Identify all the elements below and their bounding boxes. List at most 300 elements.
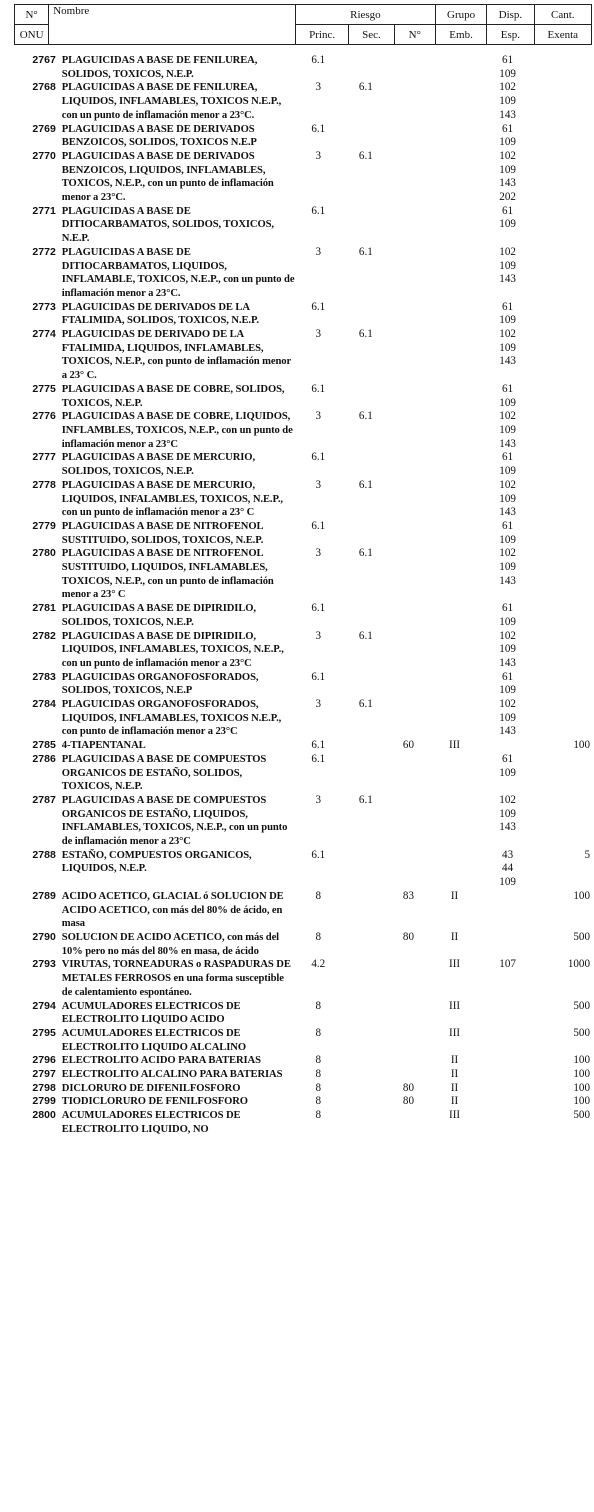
table-row: [14, 410, 592, 451]
grupo-embalaje: [427, 698, 481, 739]
table-row: [14, 520, 592, 547]
onu-number: 2793: [32, 958, 56, 971]
disposiciones-especiales: 107: [499, 958, 516, 971]
grupo-embalaje: II: [450, 931, 459, 943]
onu-number: 2797: [32, 1068, 56, 1081]
onu-number: 2774: [32, 328, 56, 341]
riesgo-secundario: [342, 602, 390, 629]
substance-name: PLAGUICIDAS A BASE DE COBRE, SOLIDOS, TOXICOS, N.E.P.: [61, 383, 285, 409]
disposiciones-especiales: 102 109 143: [499, 328, 516, 368]
grupo-embalaje: [427, 547, 481, 602]
riesgo-secundario: [342, 1109, 390, 1136]
substance-name: ELECTROLITO ACIDO PARA BATERIAS: [61, 1055, 261, 1067]
riesgo-numero: [390, 205, 428, 246]
disposiciones-especiales: 61 109: [499, 300, 516, 327]
riesgo-numero: [390, 547, 428, 602]
substance-name: PLAGUICIDAS A BASE DE FENILUREA, LIQUIDOS, INFLAMABLES, TOXICOS N.E.P., con un punto de inflamación menor a 23°C.: [61, 82, 282, 121]
grupo-embalaje: [427, 123, 481, 150]
riesgo-principal: 3: [315, 547, 322, 560]
riesgo-numero: [390, 246, 428, 301]
cantidad-exenta: 100: [573, 1081, 590, 1094]
onu-number: 2778: [32, 478, 56, 491]
riesgo-principal: 8: [315, 1095, 322, 1108]
riesgo-numero: [390, 451, 428, 478]
disposiciones-especiales: [482, 1054, 534, 1068]
disposiciones-especiales: 102 109 143: [499, 698, 516, 738]
substance-name: PLAGUICIDAS A BASE DE DERIVADOS BENZOICOS, SOLIDOS, TOXICOS N.E.P: [61, 123, 257, 149]
onu-number: 2794: [32, 999, 56, 1012]
disposiciones-especiales: [482, 1000, 534, 1027]
exenta-header: Exenta: [534, 25, 591, 45]
substance-name: ELECTROLITO ALCALINO PARA BATERIAS: [61, 1069, 283, 1081]
table-row: [14, 301, 592, 328]
riesgo-numero: 80: [402, 931, 415, 943]
riesgo-secundario: 6.1: [358, 629, 373, 642]
table-row: [14, 1095, 592, 1109]
substance-name: PLAGUICIDAS A BASE DE MERCURIO, SOLIDOS, TOXICOS, N.E.P.: [61, 452, 255, 478]
disposiciones-especiales: [482, 1109, 534, 1136]
disposiciones-especiales: 43 44 109: [499, 848, 516, 889]
grupo-embalaje: [427, 849, 481, 890]
disposiciones-especiales: 102 109 143 202: [499, 149, 516, 204]
riesgo-secundario: 6.1: [358, 547, 373, 560]
riesgo-principal: 8: [315, 1068, 322, 1081]
disposiciones-especiales: [482, 1095, 534, 1109]
riesgo-principal: 8: [315, 999, 322, 1012]
onu-number: 2781: [32, 602, 56, 615]
riesgo-principal: 3: [315, 149, 322, 162]
riesgo-numero: [390, 328, 428, 383]
onu-number: 2773: [32, 300, 56, 313]
onu-number: 2799: [32, 1095, 56, 1108]
cantidad-exenta: [533, 246, 592, 301]
disposiciones-especiales: 102 109 143: [499, 410, 516, 450]
cantidad-exenta: 1000: [567, 958, 590, 971]
grupo-embalaje: II: [450, 1054, 459, 1067]
riesgo-numero: [390, 1027, 428, 1054]
riesgo-secundario: [342, 383, 390, 410]
riesgo-principal: 6.1: [311, 382, 326, 395]
onu-number: 2783: [32, 670, 56, 683]
riesgo-principal: 6.1: [311, 602, 326, 615]
riesgo-secundario: [342, 753, 390, 794]
riesgo-principal: 3: [315, 81, 322, 94]
grupo-embalaje: III: [449, 1026, 461, 1039]
onu-number: 2787: [32, 793, 56, 806]
cantidad-exenta: 500: [573, 931, 590, 943]
grupo-embalaje: [427, 81, 481, 122]
onu-number: 2798: [32, 1081, 56, 1094]
riesgo-secundario: [342, 1054, 390, 1068]
riesgo-numero: [390, 383, 428, 410]
table-row: [14, 1109, 592, 1136]
substance-name: PLAGUICIDAS A BASE DE DIPIRIDILO, LIQUIDOS, INFLAMABLES, TOXICOS, N.E.P., con un punto de inflamación menor a 23°C: [61, 630, 284, 669]
riesgo-principal: 8: [315, 1109, 322, 1122]
table-row: [14, 794, 592, 849]
riesgo-numero: 80: [402, 1095, 415, 1108]
riesgo-secundario: 6.1: [358, 328, 373, 341]
cantidad-exenta: [533, 205, 592, 246]
onu-number: 2796: [32, 1054, 56, 1067]
riesgo-secundario: [342, 671, 390, 698]
grupo-embalaje: III: [449, 739, 461, 752]
sec-header: Sec.: [349, 25, 394, 45]
onu-header: ONU: [15, 25, 49, 45]
onu-number: 2779: [32, 519, 56, 532]
table-row: [14, 698, 592, 739]
grupo-embalaje: [427, 410, 481, 451]
substance-name: PLAGUICIDAS A BASE DE COMPUESTOS ORGANICOS DE ESTAÑO, LIQUIDOS, INFLAMABLES, TOXICOS, N.E.P., con un punto de inflamación menor a 23°C: [61, 794, 288, 848]
table-row: [14, 547, 592, 602]
onu-number: 2795: [32, 1026, 56, 1039]
disposiciones-especiales: [482, 739, 534, 753]
dangerous-goods-table: [14, 54, 592, 1137]
cantidad-exenta: [533, 794, 592, 849]
disposiciones-especiales: [482, 931, 534, 958]
substance-name: PLAGUICIDAS A BASE DE COBRE, LIQUIDOS, INFLAMBLES, TOXICOS, N.E.P., con un punto de inflamación menor a 23°C: [61, 411, 293, 450]
riesgo-principal: 6.1: [311, 739, 326, 752]
table-row: [14, 1000, 592, 1027]
riesgo-principal: 8: [315, 889, 322, 902]
substance-name: PLAGUICIDAS DE DERIVADO DE LA FTALIMIDA, LIQUIDOS, INFLAMABLES, TOXICOS, N.E.P., con punto de inflamación menor a 23° C.: [61, 329, 291, 382]
grupo-embalaje: III: [449, 958, 461, 971]
riesgo-secundario: [342, 451, 390, 478]
riesgo-secundario: [342, 1068, 390, 1082]
grupo-embalaje: [427, 520, 481, 547]
grupo-embalaje: [427, 246, 481, 301]
disposiciones-especiales: 61 109: [499, 122, 516, 149]
riesgo-principal: 6.1: [311, 204, 326, 217]
riesgo-secundario: [342, 958, 390, 999]
riesgo-secundario: [342, 739, 390, 753]
riesgo-secundario: 6.1: [358, 793, 373, 806]
cantidad-exenta: [533, 520, 592, 547]
riesgo-principal: 8: [315, 931, 322, 943]
riesgo-secundario: 6.1: [358, 410, 373, 423]
substance-name: ACUMULADORES ELECTRICOS DE ELECTROLITO LIQUIDO ACIDO: [61, 1000, 241, 1026]
riesgo-numero: [390, 150, 428, 205]
substance-name: PLAGUICIDAS A BASE DE COMPUESTOS ORGANICOS DE ESTAÑO, SOLIDOS, TOXICOS, N.E.P.: [61, 753, 267, 793]
cantidad-exenta: 5: [584, 848, 590, 861]
riesgo-secundario: [342, 1095, 390, 1109]
riesgo-secundario: [342, 1000, 390, 1027]
riesgo-principal: 3: [315, 410, 322, 423]
disposiciones-especiales: 61 109: [499, 54, 516, 80]
onu-number: 2767: [32, 54, 56, 66]
riesgo-numero: [390, 1000, 428, 1027]
substance-name: PLAGUICIDAS A BASE DE DERIVADOS BENZOICOS, LIQUIDOS, INFLAMABLES, TOXICOS, N.E.P., con un punto de inflamación menor a 23°C.: [61, 150, 274, 204]
riesgo-principal: 3: [315, 698, 322, 711]
esp-header: Esp.: [487, 25, 534, 45]
grupo-embalaje: II: [450, 1068, 459, 1081]
cant-header: Cant.: [534, 5, 591, 25]
onu-number: 2776: [32, 410, 56, 423]
substance-name: PLAGUICIDAS DE DERIVADOS DE LA FTALIMIDA, SOLIDOS, TOXICOS, N.E.P.: [61, 301, 259, 327]
onu-number: 2789: [32, 889, 56, 902]
riesgo-secundario: [342, 520, 390, 547]
riesgo-numero: [390, 81, 428, 122]
riesgo-header: Riesgo: [295, 5, 435, 25]
disp-header: Disp.: [487, 5, 534, 25]
riesgo-numero: [390, 479, 428, 520]
substance-name: DICLORURO DE DIFENILFOSFORO: [61, 1082, 241, 1094]
table-row: [14, 81, 592, 122]
riesgo-principal: 4.2: [311, 958, 326, 971]
substance-name: TIODICLORURO DE FENILFOSFORO: [61, 1096, 248, 1108]
riesgo-principal: 6.1: [311, 54, 326, 66]
no-header: N°: [15, 5, 49, 25]
riesgo-numero: [390, 1054, 428, 1068]
riesgo-secundario: [342, 123, 390, 150]
disposiciones-especiales: [482, 1082, 534, 1096]
table-row: [14, 630, 592, 671]
disposiciones-especiales: 61 109: [499, 602, 516, 628]
table-row: [14, 849, 592, 890]
riesgo-secundario: [342, 301, 390, 328]
riesgo-secundario: [342, 890, 390, 931]
n-header: N°: [394, 25, 435, 45]
grupo-embalaje: [427, 150, 481, 205]
riesgo-numero: [390, 794, 428, 849]
cantidad-exenta: [533, 328, 592, 383]
table-row: [14, 1027, 592, 1054]
onu-number: 2786: [32, 752, 56, 765]
riesgo-numero: [390, 698, 428, 739]
disposiciones-especiales: [482, 1068, 534, 1082]
grupo-embalaje: [427, 671, 481, 698]
onu-number: 2788: [32, 848, 56, 861]
cantidad-exenta: [533, 753, 592, 794]
cantidad-exenta: 500: [573, 999, 590, 1012]
substance-name: PLAGUICIDAS A BASE DE DITIOCARBAMATOS, SOLIDOS, TOXICOS, N.E.P.: [61, 205, 274, 245]
table-row: [14, 890, 592, 931]
substance-name: PLAGUICIDAS A BASE DE DITIOCARBAMATOS, LIQUIDOS, INFLAMABLE, TOXICOS, N.E.P., con un punto de inflamación menor a 23°C.: [61, 246, 295, 299]
cantidad-exenta: [533, 410, 592, 451]
grupo-embalaje: II: [450, 1095, 459, 1108]
disposiciones-especiales: 61 109: [499, 519, 516, 546]
substance-name: SOLUCION DE ACIDO ACETICO, con más del 10% pero no más del 80% en masa, de ácido: [61, 932, 280, 957]
table-row: [14, 150, 592, 205]
riesgo-principal: 8: [315, 1081, 322, 1094]
substance-name: PLAGUICIDAS ORGANOFOSFORADOS, LIQUIDOS, INFLAMABLES, TOXICOS N.E.P., con punto de inflamación menor a 23°C: [61, 699, 282, 738]
table-row: [14, 123, 592, 150]
grupo-header: Grupo: [435, 5, 486, 25]
riesgo-principal: 6.1: [311, 519, 326, 532]
riesgo-secundario: [342, 1082, 390, 1096]
cantidad-exenta: 100: [573, 1054, 590, 1067]
riesgo-secundario: 6.1: [358, 81, 373, 94]
riesgo-numero: [390, 753, 428, 794]
cantidad-exenta: [533, 671, 592, 698]
table-row: [14, 383, 592, 410]
table-row: [14, 205, 592, 246]
cantidad-exenta: [533, 479, 592, 520]
onu-number: 2800: [32, 1109, 56, 1122]
riesgo-principal: 6.1: [311, 752, 326, 765]
riesgo-principal: 6.1: [311, 848, 326, 861]
table-row: [14, 54, 592, 81]
table-header: [14, 4, 592, 45]
substance-name: PLAGUICIDAS A BASE DE NITROFENOL SUSTITUIDO, LIQUIDOS, INFLAMABLES, TOXICOS, N.E.P., con un punto de inflamación menor a 23° C: [61, 548, 274, 601]
riesgo-numero: [390, 849, 428, 890]
riesgo-principal: 6.1: [311, 122, 326, 135]
disposiciones-especiales: 102 109 143: [499, 547, 516, 587]
table-row: [14, 1054, 592, 1068]
cantidad-exenta: 100: [573, 1068, 590, 1081]
riesgo-secundario: 6.1: [358, 149, 373, 162]
onu-number: 2780: [32, 547, 56, 560]
table-row: [14, 739, 592, 753]
disposiciones-especiales: 61 109: [499, 451, 516, 478]
grupo-embalaje: II: [450, 889, 459, 902]
riesgo-numero: [390, 1068, 428, 1082]
table-row: [14, 931, 592, 958]
disposiciones-especiales: 102 109 143: [499, 793, 516, 834]
nombre-header: Nombre: [49, 5, 296, 45]
cantidad-exenta: [533, 602, 592, 629]
grupo-embalaje: [427, 602, 481, 629]
table-row: [14, 1068, 592, 1082]
onu-number: 2770: [32, 149, 56, 162]
grupo-embalaje: [427, 630, 481, 671]
substance-name: 4-TIAPENTANAL: [61, 740, 146, 752]
riesgo-numero: 60: [402, 739, 415, 752]
disposiciones-especiales: [482, 890, 534, 931]
substance-name: PLAGUICIDAS A BASE DE NITROFENOL SUSTITUIDO, SOLIDOS, TOXICOS, N.E.P.: [61, 520, 264, 546]
riesgo-numero: 83: [402, 889, 415, 902]
cantidad-exenta: 100: [573, 889, 590, 902]
riesgo-secundario: [342, 54, 390, 81]
riesgo-numero: [390, 520, 428, 547]
substance-name: ESTAÑO, COMPUESTOS ORGANICOS, LIQUIDOS, N.E.P.: [61, 849, 252, 875]
riesgo-principal: 3: [315, 245, 322, 258]
table-row: [14, 602, 592, 629]
riesgo-secundario: [342, 849, 390, 890]
onu-number: 2771: [32, 204, 56, 217]
table-row: [14, 328, 592, 383]
onu-number: 2782: [32, 629, 56, 642]
riesgo-secundario: 6.1: [358, 478, 373, 491]
grupo-embalaje: [427, 54, 481, 81]
table-row: [14, 479, 592, 520]
cantidad-exenta: [533, 54, 592, 81]
riesgo-numero: [390, 958, 428, 999]
grupo-embalaje: III: [449, 1109, 461, 1122]
riesgo-secundario: [342, 205, 390, 246]
riesgo-secundario: 6.1: [358, 698, 373, 711]
grupo-embalaje: [427, 383, 481, 410]
cantidad-exenta: [533, 547, 592, 602]
riesgo-numero: [390, 671, 428, 698]
disposiciones-especiales: [482, 1027, 534, 1054]
disposiciones-especiales: 102 109 143: [499, 245, 516, 286]
grupo-embalaje: II: [450, 1081, 459, 1094]
princ-header: Princ.: [295, 25, 348, 45]
emb-header: Emb.: [435, 25, 486, 45]
substance-name: VIRUTAS, TORNEADURAS o RASPADURAS DE METALES FERROSOS en una forma susceptible de calentamiento espontáneo.: [61, 959, 291, 998]
onu-number: 2768: [32, 81, 56, 94]
cantidad-exenta: 100: [573, 739, 590, 752]
substance-name: PLAGUICIDAS ORGANOFOSFORADOS, SOLIDOS, TOXICOS, N.E.P: [61, 671, 259, 697]
riesgo-principal: 6.1: [311, 451, 326, 464]
riesgo-numero: 80: [402, 1081, 415, 1094]
disposiciones-especiales: 102 109 143: [499, 81, 516, 121]
substance-name: ACUMULADORES ELECTRICOS DE ELECTROLITO LIQUIDO, NO: [61, 1110, 241, 1135]
substance-name: PLAGUICIDAS A BASE DE FENILUREA, SOLIDOS, TOXICOS, N.E.P.: [61, 55, 258, 80]
riesgo-numero: [390, 54, 428, 81]
disposiciones-especiales: 102 109 143: [499, 478, 516, 519]
substance-name: PLAGUICIDAS A BASE DE DIPIRIDILO, SOLIDOS, TOXICOS, N.E.P.: [61, 603, 256, 628]
disposiciones-especiales: 61 109: [499, 670, 516, 697]
table-row: [14, 451, 592, 478]
riesgo-numero: [390, 123, 428, 150]
onu-number: 2769: [32, 122, 56, 135]
substance-name: PLAGUICIDAS A BASE DE MERCURIO, LIQUIDOS, INFALAMBLES, TOXICOS, N.E.P., con un punto de inflamación menor a 23° C: [61, 479, 283, 519]
cantidad-exenta: 500: [573, 1109, 590, 1122]
substance-name: ACIDO ACETICO, GLACIAL ó SOLUCION DE ACIDO ACETICO, con más del 80% de ácido, en masa: [61, 890, 284, 930]
grupo-embalaje: [427, 753, 481, 794]
grupo-embalaje: [427, 301, 481, 328]
riesgo-principal: 8: [315, 1054, 322, 1067]
grupo-embalaje: [427, 794, 481, 849]
grupo-embalaje: [427, 328, 481, 383]
riesgo-secundario: [342, 931, 390, 958]
riesgo-numero: [390, 301, 428, 328]
onu-number: 2775: [32, 382, 56, 395]
riesgo-principal: 3: [315, 478, 322, 491]
table-row: [14, 753, 592, 794]
grupo-embalaje: III: [449, 999, 461, 1012]
riesgo-secundario: [342, 1027, 390, 1054]
cantidad-exenta: 100: [573, 1095, 590, 1108]
onu-number: 2777: [32, 451, 56, 464]
riesgo-numero: [390, 1109, 428, 1136]
riesgo-numero: [390, 410, 428, 451]
riesgo-principal: 8: [315, 1026, 322, 1039]
cantidad-exenta: [533, 383, 592, 410]
onu-number: 2785: [32, 739, 56, 752]
cantidad-exenta: [533, 630, 592, 671]
disposiciones-especiales: 61 109: [499, 204, 516, 231]
cantidad-exenta: 500: [573, 1026, 590, 1039]
grupo-embalaje: [427, 479, 481, 520]
disposiciones-especiales: 61 109: [499, 382, 516, 409]
riesgo-principal: 3: [315, 328, 322, 341]
cantidad-exenta: [533, 451, 592, 478]
riesgo-principal: 6.1: [311, 300, 326, 313]
grupo-embalaje: [427, 451, 481, 478]
substance-name: ACUMULADORES ELECTRICOS DE ELECTROLITO LIQUIDO ALCALINO: [61, 1027, 246, 1053]
riesgo-secundario: 6.1: [358, 245, 373, 258]
cantidad-exenta: [533, 150, 592, 205]
riesgo-principal: 6.1: [311, 670, 326, 683]
table-row: [14, 671, 592, 698]
table-row: [14, 1082, 592, 1096]
table-row: [14, 246, 592, 301]
riesgo-principal: 3: [315, 629, 322, 642]
table-row: [14, 958, 592, 999]
cantidad-exenta: [533, 123, 592, 150]
onu-number: 2772: [32, 245, 56, 258]
onu-number: 2790: [32, 931, 56, 943]
onu-number: 2784: [32, 698, 56, 711]
riesgo-numero: [390, 630, 428, 671]
disposiciones-especiales: 61 109: [499, 752, 516, 779]
cantidad-exenta: [533, 301, 592, 328]
riesgo-numero: [390, 602, 428, 629]
riesgo-principal: 3: [315, 793, 322, 806]
disposiciones-especiales: 102 109 143: [499, 629, 516, 669]
